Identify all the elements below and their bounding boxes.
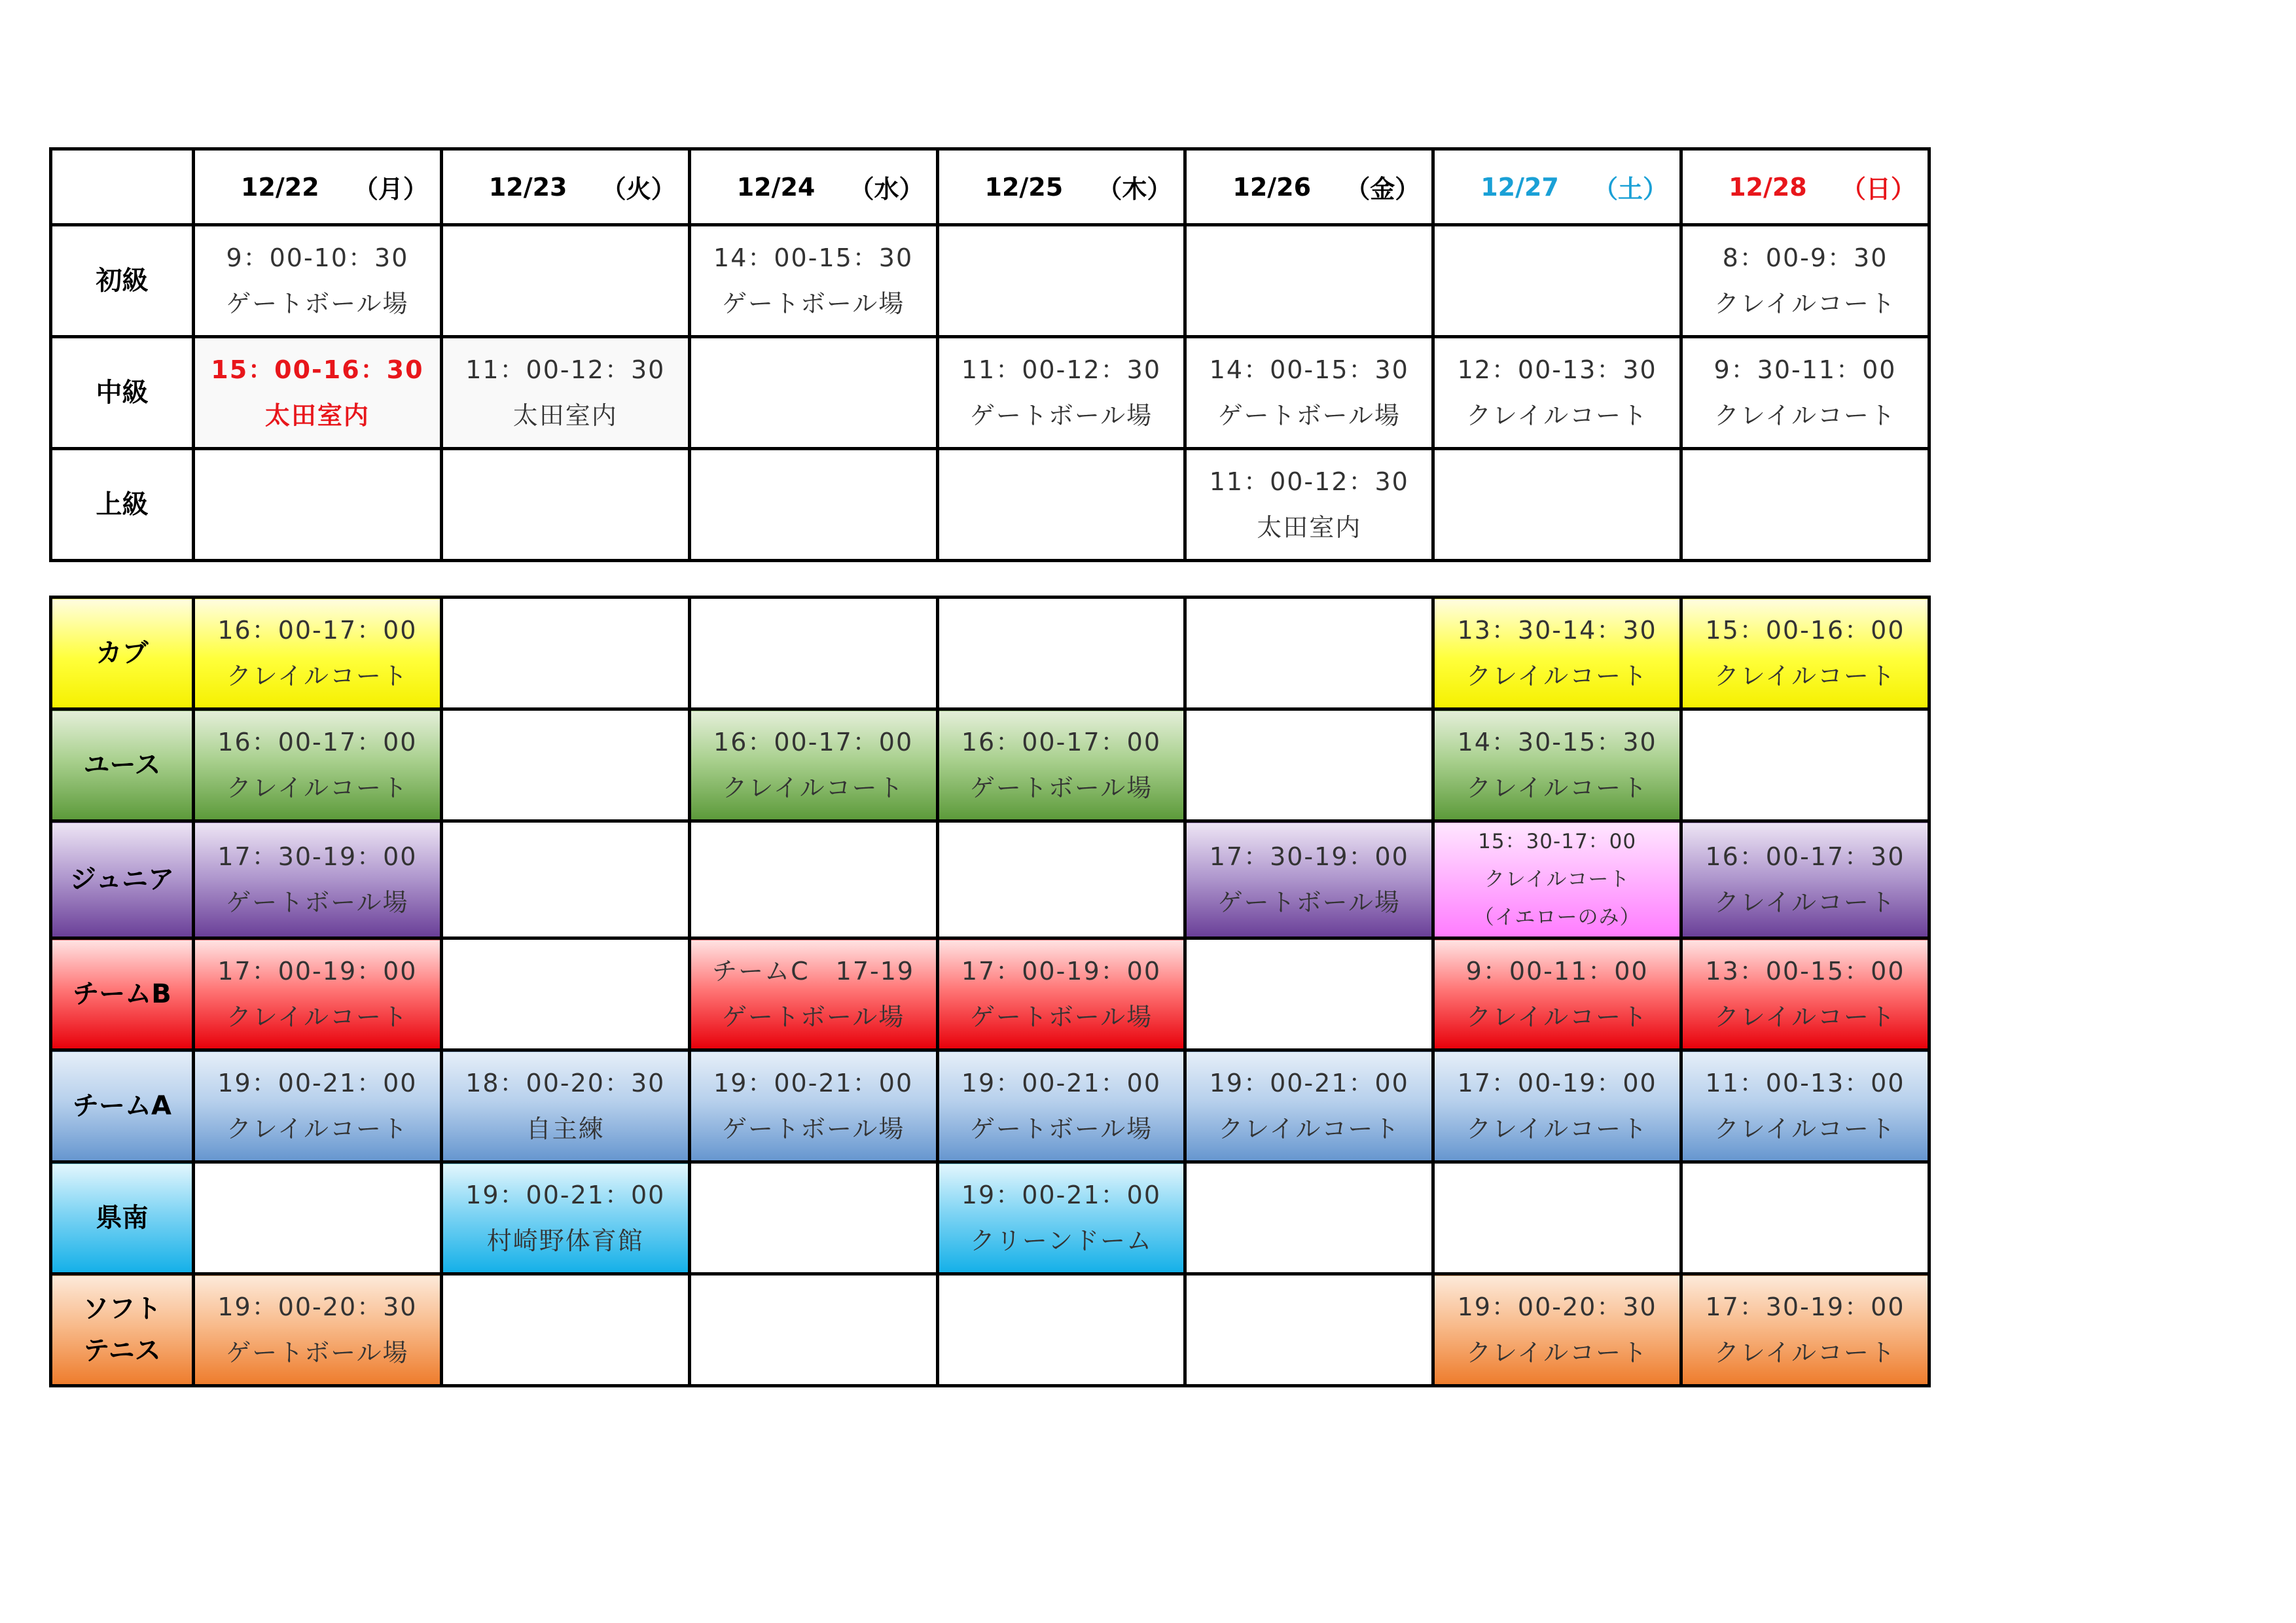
cell-venue: クレイルコート	[1484, 868, 1630, 891]
schedule-cell	[689, 1050, 937, 1162]
day-weekday: （日）	[1840, 175, 1916, 204]
cell-time: 15：00-16：00	[1705, 616, 1905, 645]
cell-time: 11：00-12：30	[961, 355, 1162, 384]
cell-time: 15：00-16：30	[211, 355, 424, 384]
cell-time: 16：00-17：00	[713, 728, 914, 757]
cell-venue: クレイルコート	[226, 1115, 408, 1143]
schedule-cell	[1681, 1274, 1929, 1386]
row-label	[51, 597, 194, 709]
row-label-text: 初級	[96, 266, 149, 296]
cell-venue: クレイルコート	[1713, 401, 1897, 430]
row-label-text: チームB	[73, 979, 171, 1009]
day-header-sunday	[1681, 149, 1929, 225]
cell-venue: ゲートボール場	[721, 1003, 905, 1031]
row-label	[51, 1050, 194, 1162]
cell-venue: クレイルコート	[226, 774, 408, 802]
row-label-text: ソフト	[82, 1294, 162, 1324]
cell-time: 17：30-19：00	[217, 842, 418, 871]
row-label-text: 中級	[96, 378, 149, 408]
schedule-cell	[1185, 449, 1433, 561]
day-weekday: （金）	[1345, 175, 1420, 204]
cell-time: 14：00-15：30	[713, 243, 914, 272]
cell-time: 19：00-20：30	[217, 1293, 418, 1321]
cell-time: 17：00-19：00	[961, 957, 1162, 986]
cell-venue: ゲートボール場	[1217, 888, 1401, 917]
schedule-cell-empty	[937, 1274, 1185, 1386]
schedule-cell	[1681, 1050, 1929, 1162]
schedule-cell	[1681, 938, 1929, 1050]
schedule-cell-empty	[689, 1274, 937, 1386]
row-label	[51, 709, 194, 821]
schedule-cell-empty	[194, 449, 442, 561]
cell-time: 17：30-19：00	[1705, 1293, 1905, 1321]
schedule-cell	[1433, 1050, 1681, 1162]
cell-venue: 自主練	[526, 1115, 605, 1143]
schedule-cell-empty	[1433, 1162, 1681, 1274]
row-label-text: チームA	[73, 1091, 171, 1121]
cell-venue: ゲートボール場	[969, 1115, 1153, 1143]
schedule-cell-empty	[1185, 709, 1433, 821]
schedule-cell	[689, 225, 937, 337]
cell-time: 16：00-17：30	[1705, 842, 1905, 871]
cell-venue: クレイルコート	[722, 774, 905, 802]
schedule-cell-highlight	[194, 337, 442, 449]
schedule-cell	[937, 337, 1185, 449]
schedule-cell-empty	[937, 821, 1185, 938]
schedule-cell	[937, 709, 1185, 821]
row-label	[51, 821, 194, 938]
day-header	[194, 149, 442, 225]
header-row	[51, 149, 1929, 225]
cell-venue: 太田室内	[512, 401, 618, 430]
schedule-cell-empty	[937, 597, 1185, 709]
schedule-cell-empty	[441, 449, 689, 561]
day-date: 12/25	[984, 172, 1064, 202]
schedule-cell-empty	[1185, 225, 1433, 337]
cell-venue: ゲートボール場	[969, 401, 1153, 430]
schedule-cell	[194, 1274, 442, 1386]
row-junior	[51, 821, 1929, 938]
schedule-cell-empty	[441, 225, 689, 337]
schedule-cell	[1185, 337, 1433, 449]
row-label	[51, 1274, 194, 1386]
cell-time: 13：00-15：00	[1705, 957, 1905, 986]
cell-time: 9：30-11：00	[1713, 355, 1897, 384]
cell-venue: ゲートボール場	[1217, 401, 1401, 430]
cell-venue: ゲートボール場	[226, 888, 409, 917]
schedule-cell	[441, 1050, 689, 1162]
day-header	[689, 149, 937, 225]
cell-venue: クレイルコート	[1466, 1003, 1649, 1031]
cell-venue: クレイルコート	[1466, 401, 1649, 430]
cell-venue: ゲートボール場	[226, 1338, 409, 1367]
row-label	[51, 938, 194, 1050]
day-date: 12/23	[488, 172, 567, 202]
day-header	[1185, 149, 1433, 225]
row-soft-tennis	[51, 1274, 1929, 1386]
corner-cell	[51, 149, 194, 225]
schedule-cell-empty	[1681, 1162, 1929, 1274]
schedule-cell	[194, 821, 442, 938]
schedule-cell	[194, 597, 442, 709]
schedule-cell	[194, 938, 442, 1050]
schedule-cell	[1433, 337, 1681, 449]
schedule-cell	[1681, 225, 1929, 337]
cell-time: 13：30-14：30	[1457, 616, 1657, 645]
schedule-cell	[1185, 1050, 1433, 1162]
schedule-cell-empty	[441, 938, 689, 1050]
schedule-cell	[194, 225, 442, 337]
cell-time: 16：00-17：00	[217, 616, 418, 645]
cell-time: 19：00-20：30	[1457, 1293, 1657, 1321]
day-date: 12/24	[736, 172, 816, 202]
cell-time: 8：00-9：30	[1722, 243, 1888, 272]
schedule-cell-empty	[689, 597, 937, 709]
row-youth	[51, 709, 1929, 821]
cell-time: 17：00-19：00	[1457, 1069, 1657, 1097]
cell-note: （イエローのみ）	[1473, 906, 1641, 929]
cell-venue: ゲートボール場	[721, 289, 905, 318]
day-weekday: （土）	[1593, 175, 1668, 204]
schedule-cell	[441, 337, 689, 449]
cell-venue: クレイルコート	[1466, 774, 1649, 802]
row-label-text: テニス	[83, 1336, 161, 1366]
cell-time: 19：00-21：00	[1209, 1069, 1409, 1097]
cell-time: 9：00-10：30	[226, 243, 409, 272]
cell-venue: クレイルコート	[226, 662, 408, 690]
schedule-cell	[194, 1050, 442, 1162]
schedule-cell	[1681, 597, 1929, 709]
schedule-cell-empty	[441, 1274, 689, 1386]
row-cub	[51, 597, 1929, 709]
day-weekday: （火）	[601, 175, 676, 204]
cell-time: 12：00-13：30	[1457, 355, 1657, 384]
schedule-cell-empty	[441, 709, 689, 821]
schedule-cell	[689, 938, 937, 1050]
schedule-cell	[1433, 597, 1681, 709]
row-label	[51, 225, 194, 337]
cell-time: 14：30-15：30	[1457, 728, 1657, 757]
schedule-cell-empty	[1185, 597, 1433, 709]
cell-venue: 村崎野体育館	[486, 1226, 644, 1255]
schedule-table-teams	[49, 596, 1931, 1387]
cell-time: 19：00-21：00	[713, 1069, 914, 1097]
cell-venue: ゲートボール場	[969, 1003, 1153, 1031]
row-team-b	[51, 938, 1929, 1050]
cell-venue: ゲートボール場	[969, 774, 1153, 802]
cell-time: 19：00-21：00	[961, 1181, 1162, 1209]
cell-venue: クレイルコート	[1713, 662, 1897, 690]
row-team-a	[51, 1050, 1929, 1162]
cell-venue: ゲートボール場	[226, 289, 409, 318]
cell-venue: ゲートボール場	[721, 1115, 905, 1143]
schedule-cell	[689, 709, 937, 821]
cell-time: 11：00-12：30	[1209, 467, 1409, 496]
day-weekday: （水）	[849, 175, 924, 204]
row-label	[51, 1162, 194, 1274]
cell-time: 11：00-12：30	[465, 355, 666, 384]
schedule-cell-empty	[441, 821, 689, 938]
schedule-cell	[1433, 709, 1681, 821]
row-label-text: カブ	[96, 638, 149, 668]
day-weekday: （木）	[1097, 175, 1172, 204]
cell-venue: クレイルコート	[1713, 888, 1897, 917]
row-intermediate	[51, 337, 1929, 449]
schedule-cell	[1681, 337, 1929, 449]
day-header-saturday	[1433, 149, 1681, 225]
schedule-cell	[441, 1162, 689, 1274]
schedule-cell	[937, 938, 1185, 1050]
schedule-cell	[937, 1162, 1185, 1274]
row-label-text: 県南	[96, 1203, 149, 1233]
cell-time: チームC 17-19	[712, 957, 915, 986]
cell-time: 15：30-17：00	[1478, 830, 1637, 853]
cell-venue: クレイルコート	[1713, 1115, 1897, 1143]
day-header	[937, 149, 1185, 225]
cell-venue: クレイルコート	[1466, 1115, 1649, 1143]
schedule-cell-empty	[937, 449, 1185, 561]
cell-time: 11：00-13：00	[1705, 1069, 1905, 1097]
schedule-cell	[1185, 821, 1433, 938]
schedule-cell	[937, 1050, 1185, 1162]
schedule-cell-empty	[1185, 1162, 1433, 1274]
row-label-text: 上級	[96, 490, 149, 520]
row-label	[51, 449, 194, 561]
schedule-cell-empty	[1681, 709, 1929, 821]
cell-venue: 太田室内	[264, 401, 370, 430]
schedule-cell	[1681, 821, 1929, 938]
schedule-cell-empty	[1681, 449, 1929, 561]
schedule-cell-empty	[441, 597, 689, 709]
row-label-text: ユース	[83, 750, 161, 780]
schedule-cell	[194, 709, 442, 821]
schedule-cell	[1433, 938, 1681, 1050]
cell-time: 16：00-17：00	[217, 728, 418, 757]
cell-time: 9：00-11：00	[1465, 957, 1649, 986]
schedule-cell-empty	[689, 337, 937, 449]
row-label-text: ジュニア	[69, 865, 175, 895]
schedule-table-levels	[49, 147, 1931, 562]
schedule-cell-yellow-only	[1433, 821, 1681, 938]
row-advanced	[51, 449, 1929, 561]
schedule-cell-empty	[1433, 225, 1681, 337]
cell-time: 19：00-21：00	[961, 1069, 1162, 1097]
schedule-cell	[1433, 1274, 1681, 1386]
schedule-cell-empty	[689, 449, 937, 561]
schedule-cell-empty	[194, 1162, 442, 1274]
cell-time: 17：00-19：00	[217, 957, 418, 986]
cell-venue: クレイルコート	[1713, 1003, 1897, 1031]
schedule-cell-empty	[689, 821, 937, 938]
cell-venue: クレイルコート	[226, 1003, 408, 1031]
row-label	[51, 337, 194, 449]
cell-venue: クレイルコート	[1713, 289, 1897, 318]
cell-time: 19：00-21：00	[217, 1069, 418, 1097]
schedule-cell-empty	[1185, 938, 1433, 1050]
cell-venue: 太田室内	[1257, 513, 1362, 542]
row-beginner	[51, 225, 1929, 337]
row-kennan	[51, 1162, 1929, 1274]
cell-time: 16：00-17：00	[961, 728, 1162, 757]
day-date: 12/27	[1480, 172, 1559, 202]
cell-time: 14：00-15：30	[1209, 355, 1409, 384]
cell-time: 17：30-19：00	[1209, 842, 1409, 871]
schedule-cell-empty	[689, 1162, 937, 1274]
cell-venue: クレイルコート	[1466, 662, 1649, 690]
day-date: 12/28	[1729, 172, 1807, 202]
day-date: 12/22	[241, 172, 319, 202]
cell-time: 18：00-20：30	[465, 1069, 666, 1097]
cell-time: 19：00-21：00	[465, 1181, 666, 1209]
day-header	[441, 149, 689, 225]
schedule-cell-empty	[937, 225, 1185, 337]
cell-venue: クレイルコート	[1466, 1338, 1649, 1367]
schedule-cell-empty	[1185, 1274, 1433, 1386]
day-date: 12/26	[1232, 172, 1312, 202]
cell-venue: クレイルコート	[1218, 1115, 1401, 1143]
cell-venue: クレイルコート	[1713, 1338, 1897, 1367]
day-weekday: （月）	[353, 175, 428, 204]
schedule-cell-empty	[1433, 449, 1681, 561]
cell-venue: クリーンドーム	[969, 1226, 1153, 1255]
